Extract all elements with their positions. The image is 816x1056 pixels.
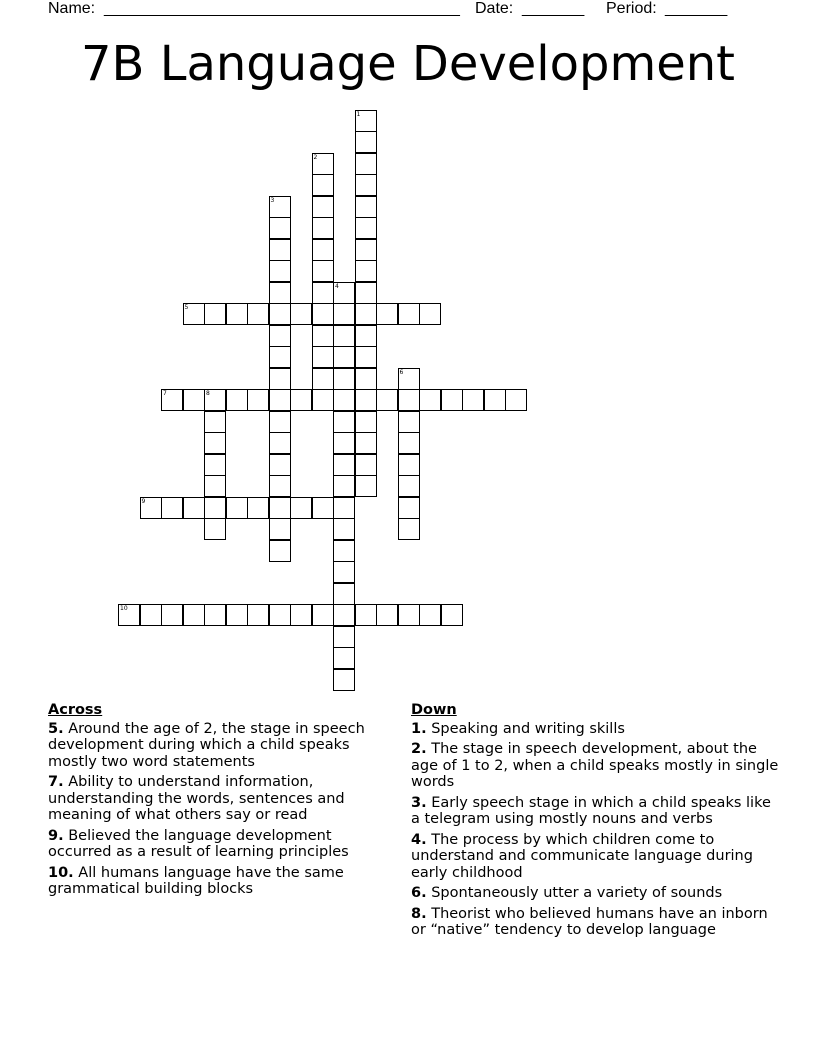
clue-number: 6. — [411, 885, 427, 901]
cell-number: 5 — [184, 304, 189, 311]
crossword-cell[interactable] — [269, 540, 291, 562]
crossword-cell[interactable] — [355, 153, 377, 175]
crossword-cell[interactable] — [226, 303, 248, 325]
crossword-cell[interactable] — [333, 540, 355, 562]
clue-number: 8. — [411, 905, 427, 922]
crossword-cell[interactable] — [204, 604, 226, 626]
crossword-cell[interactable] — [333, 647, 355, 669]
clue-text: Believed the language development occurred as a result of learning principles — [48, 827, 349, 860]
crossword-cell[interactable] — [505, 389, 527, 411]
clue-down-1 — [411, 721, 781, 738]
crossword-cell[interactable] — [161, 497, 183, 519]
crossword-cell[interactable] — [333, 368, 355, 390]
crossword-cell[interactable] — [247, 303, 269, 325]
crossword-cell[interactable] — [312, 217, 334, 239]
name-field[interactable]: ________________________________________ — [104, 0, 460, 17]
crossword-cell[interactable] — [376, 303, 398, 325]
crossword-cell[interactable] — [290, 497, 312, 519]
crossword-cell[interactable] — [269, 217, 291, 239]
crossword-cell[interactable] — [290, 303, 312, 325]
crossword-cell[interactable] — [333, 303, 355, 325]
worksheet-header — [48, 0, 768, 22]
crossword-cell[interactable] — [398, 303, 420, 325]
clue-down-4 — [411, 832, 781, 882]
crossword-cell[interactable] — [333, 475, 355, 497]
cell-number: 10 — [120, 605, 128, 612]
crossword-cell[interactable] — [441, 389, 463, 411]
crossword-cell[interactable] — [269, 604, 291, 626]
crossword-cell[interactable] — [312, 389, 334, 411]
crossword-cell[interactable] — [269, 518, 291, 540]
crossword-cell[interactable] — [333, 282, 355, 304]
clue-across-10 — [48, 865, 393, 898]
crossword-cell[interactable] — [204, 454, 226, 476]
crossword-cell[interactable] — [161, 389, 183, 411]
clue-text: Around the age of 2, the stage in speech development during which a child speaks mostly two word statements — [48, 720, 365, 770]
crossword-cell[interactable] — [312, 604, 334, 626]
crossword-cell[interactable] — [398, 389, 420, 411]
crossword-cell[interactable] — [333, 518, 355, 540]
clue-number: 2. — [411, 741, 427, 757]
crossword-cell[interactable] — [333, 411, 355, 433]
crossword-cell[interactable] — [398, 368, 420, 390]
crossword-cell[interactable] — [161, 604, 183, 626]
crossword-cell[interactable] — [355, 239, 377, 261]
clue-down-8 — [411, 906, 781, 939]
crossword-cell[interactable] — [269, 432, 291, 454]
cell-number: 3 — [270, 196, 275, 204]
clue-across-5 — [48, 721, 393, 771]
crossword-cell[interactable] — [355, 131, 377, 153]
cell-number: 1 — [356, 110, 361, 118]
date-field[interactable]: _______ — [522, 0, 585, 17]
crossword-cell[interactable] — [312, 368, 334, 390]
crossword-cell[interactable] — [355, 432, 377, 454]
crossword-cell[interactable] — [312, 303, 334, 325]
clue-number: 1. — [411, 720, 427, 737]
clue-across-7 — [48, 774, 393, 824]
crossword-cell[interactable] — [333, 497, 355, 519]
crossword-cell[interactable] — [441, 604, 463, 626]
crossword-cell[interactable] — [355, 346, 377, 368]
crossword-cell[interactable] — [376, 389, 398, 411]
crossword-cell[interactable] — [398, 475, 420, 497]
crossword-cell[interactable] — [398, 518, 420, 540]
crossword-cell[interactable] — [355, 475, 377, 497]
crossword-cell[interactable] — [355, 604, 377, 626]
clue-text: The stage in speech development, about the age of 1 to 2, when a child speaks mostly in single words — [411, 741, 779, 790]
crossword-cell[interactable] — [204, 303, 226, 325]
crossword-cell[interactable] — [183, 604, 205, 626]
crossword-cell[interactable] — [204, 475, 226, 497]
crossword-cell[interactable] — [419, 303, 441, 325]
crossword-cell[interactable] — [333, 604, 355, 626]
crossword-cell[interactable] — [269, 411, 291, 433]
down-clues — [411, 702, 781, 943]
crossword-cell[interactable] — [269, 303, 291, 325]
clue-down-6 — [411, 885, 781, 902]
clue-number: 4. — [411, 831, 427, 848]
crossword-cell[interactable] — [398, 454, 420, 476]
cell-number: 9 — [141, 497, 146, 505]
cell-number: 7 — [163, 390, 167, 397]
clue-number: 5. — [48, 720, 64, 737]
clue-down-3 — [411, 795, 781, 828]
crossword-cell[interactable] — [355, 260, 377, 282]
name-label: Name: — [48, 0, 96, 17]
crossword-cell[interactable] — [398, 411, 420, 433]
crossword-cell[interactable] — [333, 626, 355, 648]
period-field[interactable]: _______ — [665, 0, 728, 17]
crossword-cell[interactable] — [398, 604, 420, 626]
crossword-cell[interactable] — [462, 389, 484, 411]
crossword-cell[interactable] — [269, 239, 291, 261]
across-clues — [48, 702, 393, 902]
crossword-cell[interactable] — [290, 604, 312, 626]
crossword-cell[interactable] — [269, 475, 291, 497]
crossword-cell[interactable] — [269, 325, 291, 347]
clue-number: 3. — [411, 794, 427, 811]
clue-number: 7. — [48, 774, 64, 790]
clue-number: 10. — [48, 864, 74, 881]
crossword-cell[interactable] — [312, 260, 334, 282]
across-heading: Across — [48, 702, 103, 718]
crossword-cell[interactable] — [269, 282, 291, 304]
crossword-cell[interactable] — [247, 389, 269, 411]
crossword-cell[interactable] — [355, 282, 377, 304]
crossword-cell[interactable] — [355, 454, 377, 476]
crossword-cell[interactable] — [269, 497, 291, 519]
cell-number: 8 — [206, 390, 210, 397]
crossword-cell[interactable] — [204, 518, 226, 540]
crossword-cell[interactable] — [398, 432, 420, 454]
crossword-cell[interactable] — [269, 346, 291, 368]
crossword-cell[interactable] — [183, 389, 205, 411]
crossword-cell[interactable] — [269, 260, 291, 282]
cell-number: 2 — [313, 153, 318, 161]
crossword-cell[interactable] — [333, 669, 355, 691]
crossword-cell[interactable] — [333, 561, 355, 583]
crossword-cell[interactable] — [290, 389, 312, 411]
crossword-cell[interactable] — [398, 497, 420, 519]
crossword-cell[interactable] — [312, 153, 334, 175]
crossword-cell[interactable] — [226, 497, 248, 519]
crossword-cell[interactable] — [312, 346, 334, 368]
crossword-cell[interactable] — [355, 368, 377, 390]
crossword-cell[interactable] — [204, 497, 226, 519]
crossword-cell[interactable] — [312, 497, 334, 519]
crossword-cell[interactable] — [333, 389, 355, 411]
clue-text: Speaking and writing skills — [431, 720, 625, 737]
clue-across-9 — [48, 828, 393, 861]
clue-down-2 — [411, 741, 781, 791]
crossword-cell[interactable] — [355, 196, 377, 218]
crossword-cell[interactable] — [333, 346, 355, 368]
down-heading: Down — [411, 702, 457, 718]
cell-number: 6 — [399, 368, 404, 376]
crossword-cell[interactable] — [355, 110, 377, 132]
crossword-cell[interactable] — [226, 604, 248, 626]
crossword-cell[interactable] — [355, 303, 377, 325]
date-label: Date: — [475, 0, 514, 17]
crossword-cell[interactable] — [118, 604, 140, 626]
crossword-cell[interactable] — [355, 217, 377, 239]
crossword-cell[interactable] — [355, 325, 377, 347]
crossword-cell[interactable] — [333, 325, 355, 347]
clue-text: Spontaneously utter a variety of sounds — [431, 885, 723, 901]
crossword-cell[interactable] — [312, 174, 334, 196]
crossword-cell[interactable] — [355, 174, 377, 196]
crossword-cell[interactable] — [204, 389, 226, 411]
crossword-cell[interactable] — [312, 196, 334, 218]
crossword-cell[interactable] — [312, 239, 334, 261]
clue-text: Early speech stage in which a child speaks like a telegram using mostly nouns and verbs — [411, 794, 771, 827]
crossword-cell[interactable] — [484, 389, 506, 411]
cell-number: 4 — [335, 282, 339, 290]
crossword-cell[interactable] — [183, 497, 205, 519]
crossword-cell[interactable] — [333, 583, 355, 605]
crossword-cell[interactable] — [247, 604, 269, 626]
crossword-cell[interactable] — [204, 411, 226, 433]
crossword-cell[interactable] — [269, 389, 291, 411]
crossword-cell[interactable] — [247, 497, 269, 519]
crossword-cell[interactable] — [312, 325, 334, 347]
crossword-cell[interactable] — [419, 389, 441, 411]
crossword-cell[interactable] — [269, 196, 291, 218]
crossword-cell[interactable] — [204, 432, 226, 454]
crossword-cell[interactable] — [333, 454, 355, 476]
crossword-cell[interactable] — [140, 497, 162, 519]
crossword-cell[interactable] — [183, 303, 205, 325]
clue-number: 9. — [48, 827, 64, 844]
clue-text: The process by which children come to understand and communicate language during early childhood — [411, 831, 753, 881]
clue-text: Ability to understand information, understanding the words, sentences and meaning of what others say or read — [48, 774, 345, 823]
crossword-cell[interactable] — [419, 604, 441, 626]
page-title: 7B Language Development — [81, 36, 735, 92]
crossword-cell[interactable] — [333, 432, 355, 454]
crossword-cell[interactable] — [376, 604, 398, 626]
crossword-cell[interactable] — [269, 454, 291, 476]
clue-text: All humans language have the same grammatical building blocks — [48, 864, 344, 897]
period-label: Period: — [606, 0, 657, 17]
clue-text: Theorist who believed humans have an inborn or “native” tendency to develop language — [411, 905, 768, 938]
crossword-cell[interactable] — [355, 389, 377, 411]
crossword-cell[interactable] — [140, 604, 162, 626]
crossword-cell[interactable] — [226, 389, 248, 411]
crossword-cell[interactable] — [312, 282, 334, 304]
crossword-cell[interactable] — [269, 368, 291, 390]
crossword-cell[interactable] — [355, 411, 377, 433]
